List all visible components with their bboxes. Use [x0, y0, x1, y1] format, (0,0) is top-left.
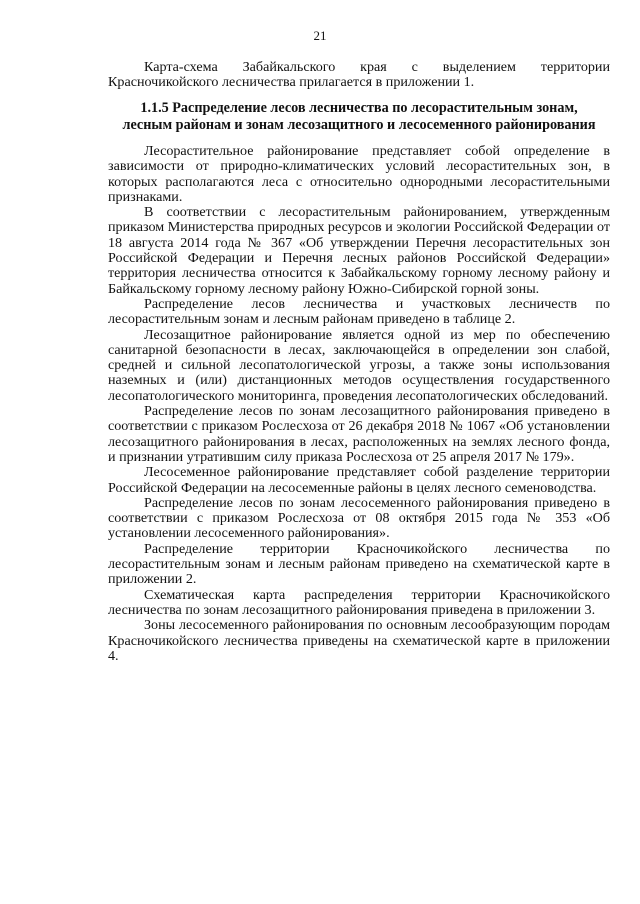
paragraph-appendix-4: Зоны лесосеменного районирования по основным лесообразующим породам Красночикойского лесничества приведены на схематической карте в приложении 4. [108, 617, 610, 664]
section-heading [108, 100, 610, 134]
page-number: 21 [313, 28, 327, 43]
paragraph-order-1067: Распределение лесов по зонам лесозащитного районирования приведено в соответствии с приказом Рослесхоза от 26 декабря 2018 № 1067 «Об установлении лесозащитного районирования в лесах, расположенных на землях лесного фонда, и признании утратившим силу приказа Рослесхоза от 25 апреля 2017 № 179». [108, 403, 610, 465]
paragraph-order-367: В соответствии с лесорастительным районированием, утвержденным приказом Министерства природных ресурсов и экологии Российской Федерации от 18 августа 2014 года № 367 «Об утверждении Перечня лесорастительных зон Российской Федерации и Перечня лесных районов Российской Федерации» территория лесничества относится к Забайкальскому горному лесному району и Байкальскому горному лесному району Южно-Сибирской горной зоны. [108, 204, 610, 297]
paragraph-appendix-2: Распределение территории Красночикойского лесничества по лесорастительным зонам и лесным районам приведено на схематической карте в приложении 2. [108, 540, 610, 588]
paragraph-order-353: Распределение лесов по зонам лесосеменного районирования приведено в соответствии с приказом Рослесхоза от 08 октября 2015 года № 353 «Об установлении лесосеменного районирования». [108, 494, 610, 542]
paragraph-seed-zoning-definition: Лесосеменное районирование представляет собой разделение территории Российской Федерации на лесосеменные районы в целях лесного семеноводства. [108, 464, 610, 496]
paragraph-forest-zoning-definition: Лесорастительное районирование представляет собой определение в зависимости от природно-климатических условий лесорастительных зон, в которых располагаются леса с относительно однородными лесорастительными признаками. [108, 143, 610, 205]
body-text [108, 144, 610, 664]
section-heading-line-1: 1.1.5 Распределение лесов лесничества по лесорастительным зонам, [140, 100, 578, 116]
paragraph-forest-protection-zoning: Лесозащитное районирование является одной из мер по обеспечению санитарной безопасности в лесах, заключающейся в определении зон слабой, средней и сильной лесопатологической угрозы, а также зоны использования наземных и (или) дистанционных методов осуществления государственного лесопатологического мониторинга, проведения лесопатологических обследований. [108, 326, 610, 404]
section-heading-line-2: лесным районам и зонам лесозащитного и лесосеменного районирования [122, 117, 596, 133]
paragraph-distribution-table-2: Распределение лесов лесничества и участковых лесничеств по лесорастительным зонам и лесным районам приведено в таблице 2. [108, 295, 610, 328]
paragraph-appendix-3: Схематическая карта распределения территории Красночикойского лесничества по зонам лесозащитного районирования приведена в приложении 3. [108, 586, 610, 618]
intro-paragraph: Карта-схема Забайкальского края с выделением территории Красночикойского лесничества прилагается в приложении 1. [108, 59, 610, 91]
intro-block [108, 60, 610, 91]
